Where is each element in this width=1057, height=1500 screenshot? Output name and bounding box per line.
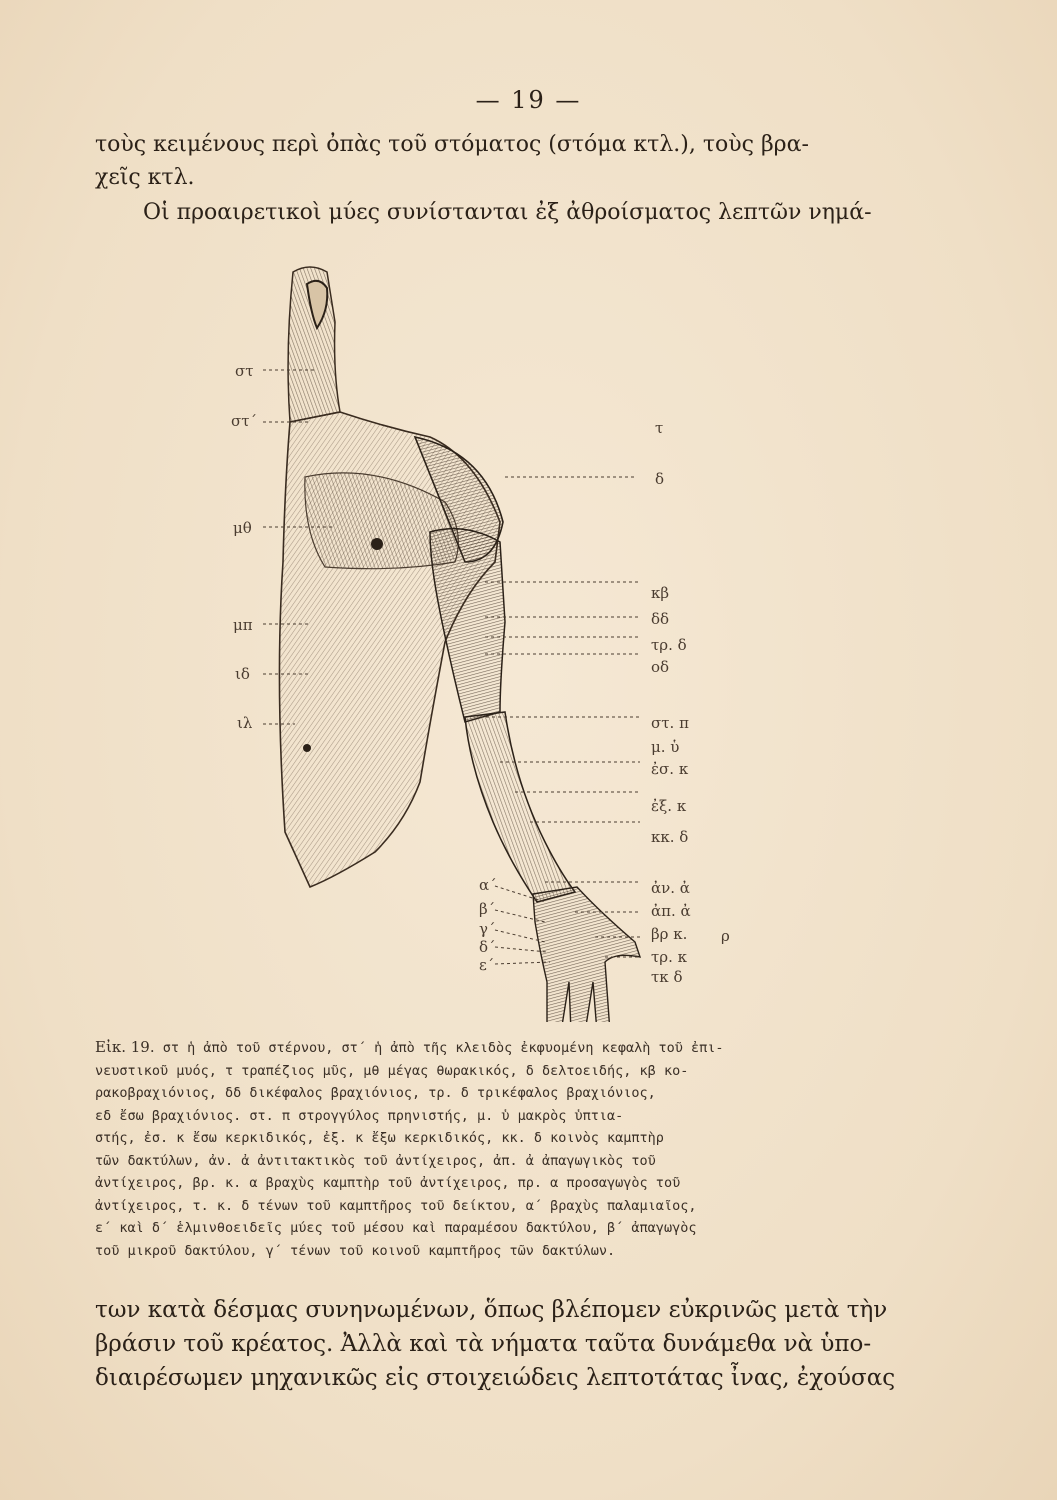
label-dd: δδ — [651, 610, 670, 628]
text-line: χεῖς κτλ. — [95, 165, 195, 190]
text-line: διαιρέσωμεν μηχανικῶς εἰς στοιχειώδεις λεπτοτάτας ἶνας, ἐχούσας — [95, 1365, 896, 1391]
label-e-prime: ε΄ — [479, 956, 495, 974]
caption-head: Εἰκ. 19. — [95, 1038, 155, 1056]
paragraph-muscles — [95, 196, 870, 229]
label-st-prime: στ΄ — [231, 412, 258, 430]
label-ap-a: ἀπ. ἀ — [651, 902, 691, 920]
paragraph-bottom — [95, 1293, 896, 1395]
caption-line: ε΄ καὶ δ΄ ἑλμινθοειδεῖς μύες τοῦ μέσου καὶ παραμέσου δακτύλου, β΄ ἀπαγωγὸς — [95, 1220, 697, 1236]
label-an-a: ἀν. ἀ — [651, 879, 690, 897]
label-tr-d: τρ. δ — [651, 636, 687, 654]
caption-line: εδ ἔσω βραχιόνιος. στ. π στρογγύλος πρηνιστής, μ. ὑ μακρὸς ὑπτια- — [95, 1107, 624, 1124]
label-t: τ — [655, 419, 664, 437]
label-kb: κβ — [651, 584, 670, 602]
caption-text: στ ἡ ἀπὸ τοῦ στέρνου, στ΄ ἡ ἀπὸ τῆς κλειδὸς ἐκφυομένη κεφαλὴ τοῦ ἐπι- — [162, 1040, 724, 1056]
label-id: ιδ — [235, 665, 250, 683]
label-g-prime: γ΄ — [479, 920, 496, 938]
caption-line: στής, ἐσ. κ ἔσω κερκιδικός, ἐξ. κ ἔξω κερκιδικός, κκ. δ κοινὸς καμπτὴρ — [95, 1130, 664, 1146]
label-tr-k: τρ. κ — [651, 948, 688, 966]
anatomy-figure — [215, 262, 735, 1022]
label-il: ιλ — [237, 714, 253, 732]
caption-line — [95, 1036, 870, 1060]
text-line: των κατὰ δέσμας συνηνωμένων, ὅπως βλέπομεν εὐκρινῶς μετὰ τὴν — [95, 1297, 888, 1323]
caption-line: ἀντίχειρος, τ. κ. δ τένων τοῦ καμπτῆρος τοῦ δείκτου, α΄ βραχὺς παλαμιαῖος, — [95, 1197, 697, 1214]
label-st: στ — [235, 362, 254, 380]
text-line: τοὺς κειμένους περὶ ὀπὰς τοῦ στόματος (στόμα κτλ.), τοὺς βρα- — [95, 132, 809, 157]
label-es-k: ἐσ. κ — [651, 760, 689, 778]
label-a-prime: α΄ — [479, 876, 497, 894]
label-kk-d: κκ. δ — [651, 828, 689, 846]
label-d-prime: δ΄ — [479, 938, 496, 956]
caption-line: τῶν δακτύλων, ἀν. ἀ ἀντιτακτικὸς τοῦ ἀντίχειρος, ἀπ. ἀ ἀπαγωγικὸς τοῦ — [95, 1152, 656, 1169]
page-number: — 19 — — [475, 86, 582, 114]
label-d: δ — [655, 470, 665, 488]
label-tk-d: τκ δ — [651, 968, 683, 986]
label-od: οδ — [651, 658, 670, 676]
caption-line: ἀντίχειρος, βρ. κ. α βραχὺς καμπτὴρ τοῦ ἀντίχειρος, πρ. α προσαγωγὸς τοῦ — [95, 1175, 681, 1191]
label-r: ρ — [721, 927, 730, 945]
label-st-p: στ. π — [651, 714, 689, 732]
label-b-prime: β΄ — [479, 900, 496, 918]
label-br-k: βρ κ. — [651, 925, 688, 943]
label-mp: μπ — [233, 616, 253, 634]
caption-line: νευστικοῦ μυός, τ τραπέζιος μῦς, μθ μέγας θωρακικός, δ δελτοειδής, κβ κο- — [95, 1062, 689, 1079]
caption-line: ρακοβραχιόνιος, δδ δικέφαλος βραχιόνιος, τρ. δ τρικέφαλος βραχιόνιος, — [95, 1085, 656, 1101]
text-line: Οἱ προαιρετικοὶ μύες συνίστανται ἐξ ἀθροίσματος λεπτῶν νημά- — [143, 200, 872, 225]
label-m-y: μ. ὑ — [651, 738, 680, 756]
caption-line: τοῦ μικροῦ δακτύλου, γ΄ τένων τοῦ κοινοῦ καμπτῆρος τῶν δακτύλων. — [95, 1242, 616, 1259]
label-mth: μθ — [233, 519, 252, 537]
figure-caption — [95, 1036, 870, 1262]
label-ex-k: ἐξ. κ — [651, 797, 687, 815]
paragraph-top — [95, 128, 870, 194]
text-line: βράσιν τοῦ κρέατος. Ἀλλὰ καὶ τὰ νήματα ταῦτα δυνάμεθα νὰ ὑπο- — [95, 1331, 872, 1357]
